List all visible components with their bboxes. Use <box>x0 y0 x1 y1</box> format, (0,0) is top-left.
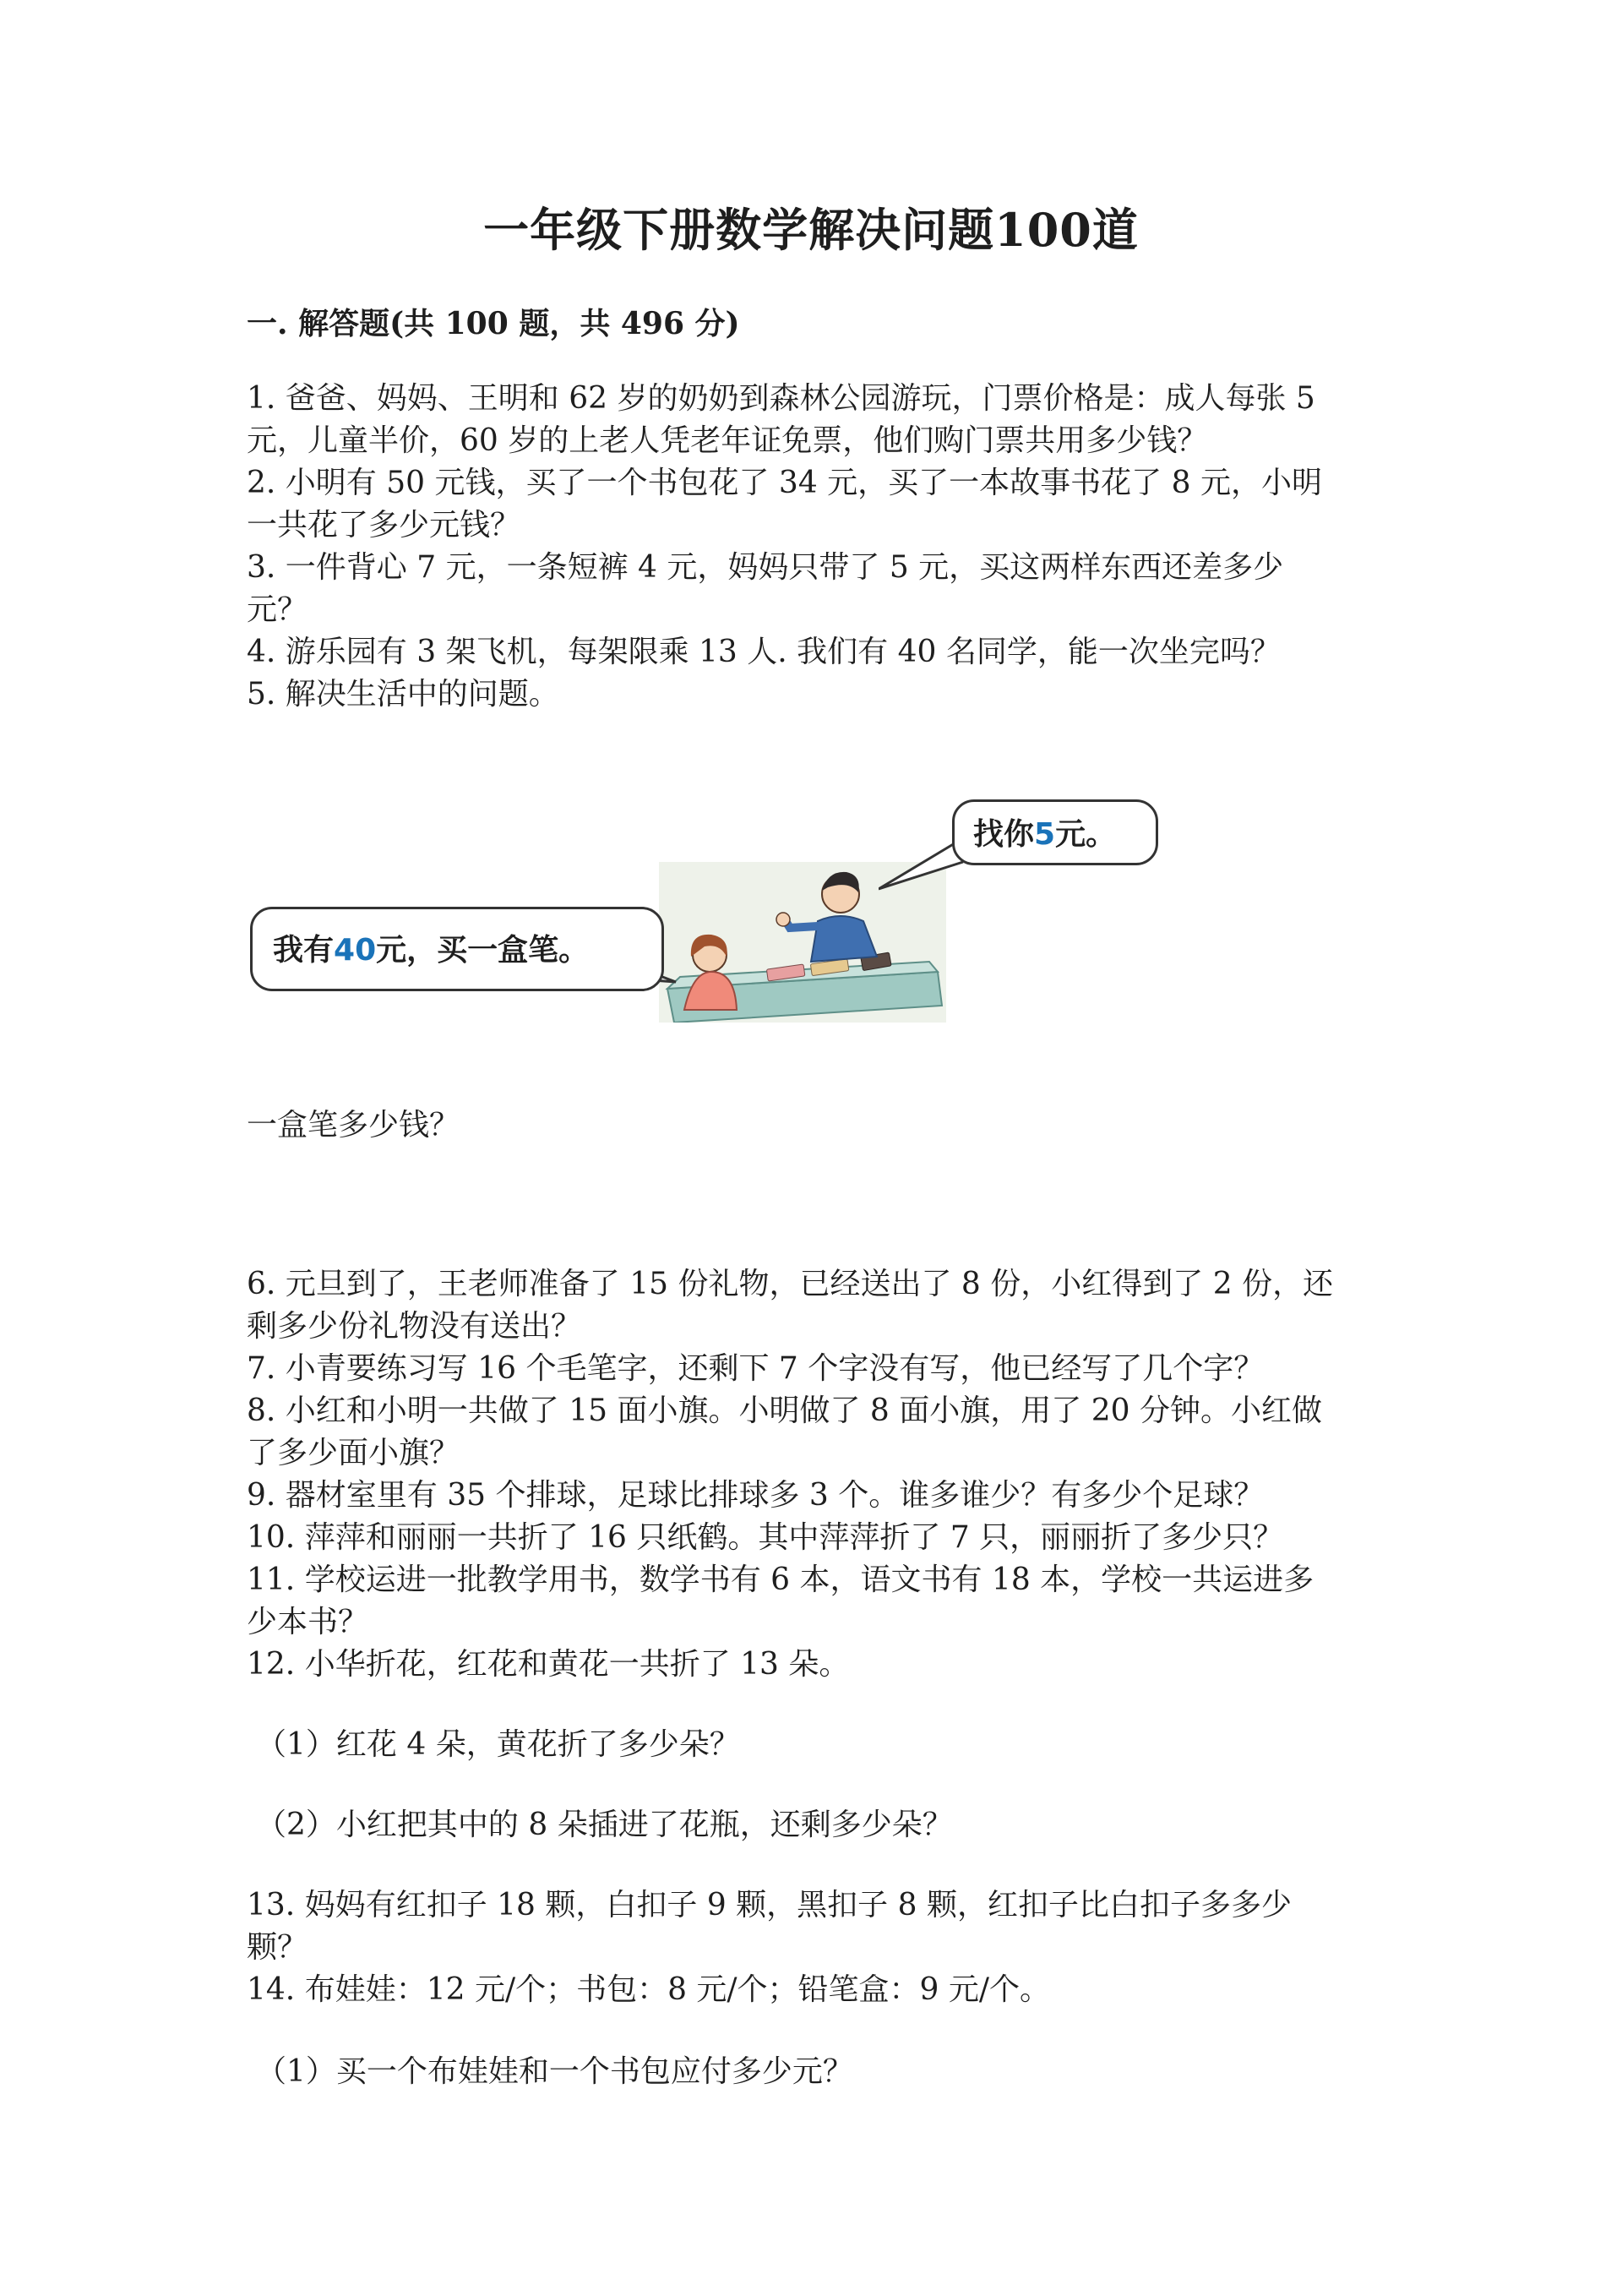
sub-question: （1）红花 4 朵，黄花折了多少朵？ <box>256 1727 740 1762</box>
page-title: 一年级下册数学解决问题100道 <box>483 203 1139 257</box>
speech-bubble-girl <box>250 907 664 991</box>
question-line: 14. 布娃娃：12 元/个；书包：8 元/个；铅笔盒：9 元/个。 <box>247 1972 1051 2007</box>
question-line: 7. 小青要练习写 16 个毛笔字，还剩下 7 个字没有写，他已经写了几个字？ <box>247 1351 1265 1386</box>
question-line: 10. 萍萍和丽丽一共折了 16 只纸鹤。其中萍萍折了 7 只，丽丽折了多少只？ <box>247 1520 1284 1555</box>
bubble-number: 40 <box>334 933 377 968</box>
question-line: 颗？ <box>247 1930 308 1965</box>
question-line: 5. 解决生活中的问题。 <box>247 677 559 712</box>
question-line: 1. 爸爸、妈妈、王明和 62 岁的奶奶到森林公园游玩，门票价格是：成人每张 5 <box>247 381 1315 416</box>
bubble-text: 找你 <box>973 817 1035 852</box>
question-line: 少本书？ <box>247 1605 369 1639</box>
question-line: 一共花了多少元钱？ <box>247 508 521 543</box>
speech-bubble-shopkeeper <box>952 799 1158 865</box>
bubble-text: 元。 <box>1055 817 1117 852</box>
question-line: 一盒笔多少钱？ <box>247 1108 460 1143</box>
question-line: 12. 小华折花，红花和黄花一共折了 13 朵。 <box>247 1647 850 1682</box>
question-line: 了多少面小旗？ <box>247 1436 460 1470</box>
question-line: 3. 一件背心 7 元，一条短裤 4 元，妈妈只带了 5 元，买这两样东西还差多少 <box>247 550 1284 585</box>
bubble-text: 元，买一盒笔。 <box>376 933 590 968</box>
question-line: 2. 小明有 50 元钱，买了一个书包花了 34 元，买了一本故事书花了 8 元，小明 <box>247 466 1322 500</box>
question-line: 剩多少份礼物没有送出？ <box>247 1309 582 1344</box>
question-line: 元？ <box>247 592 308 627</box>
bubble-text: 我有 <box>273 933 335 968</box>
sub-question: （2）小红把其中的 8 朵插进了花瓶，还剩多少朵？ <box>256 1808 953 1842</box>
question-line: 8. 小红和小明一共做了 15 面小旗。小明做了 8 面小旗，用了 20 分钟。小红做 <box>247 1393 1322 1428</box>
question-line: 13. 妈妈有红扣子 18 颗，白扣子 9 颗，黑扣子 8 颗，红扣子比白扣子多多少 <box>247 1888 1292 1922</box>
sub-question: （1）买一个布娃娃和一个书包应付多少元？ <box>256 2054 853 2089</box>
question-line: 11. 学校运进一批教学用书，数学书有 6 本，语文书有 18 本，学校一共运进多 <box>247 1562 1314 1597</box>
question-line: 6. 元旦到了，王老师准备了 15 份礼物，已经送出了 8 份，小红得到了 2 份，还 <box>247 1267 1334 1301</box>
bubble-number: 5 <box>1034 817 1056 852</box>
question-line: 4. 游乐园有 3 架飞机，每架限乘 13 人. 我们有 40 名同学，能一次坐完吗？ <box>247 635 1281 669</box>
question-line: 9. 器材室里有 35 个排球，足球比排球多 3 个。谁多谁少？有多少个足球？ <box>247 1478 1265 1513</box>
section-heading: 一. 解答题(共 100 题，共 496 分) <box>247 306 740 341</box>
question-line: 元，儿童半价，60 岁的上老人凭老年证免票，他们购门票共用多少钱？ <box>247 423 1208 458</box>
